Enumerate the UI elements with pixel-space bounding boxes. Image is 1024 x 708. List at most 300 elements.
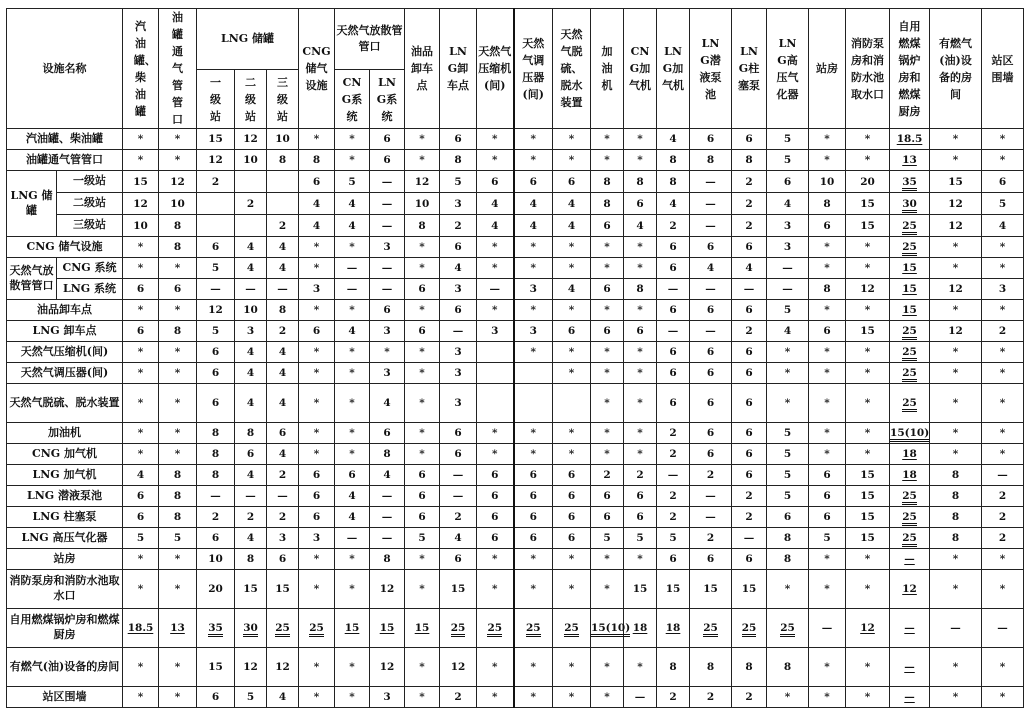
table-row (7, 171, 1024, 193)
table-cell: 3 (235, 321, 267, 342)
table-cell: * (159, 342, 197, 363)
table-cell: 6 (690, 423, 732, 444)
table-cell: * (846, 342, 890, 363)
table-cell: 18.5 (123, 609, 159, 648)
table-cell: 3 (440, 363, 477, 384)
table-cell: * (591, 570, 624, 609)
table-cell: 6 (405, 279, 440, 300)
row-label: 油罐通气管管口 (7, 150, 123, 171)
table-cell: * (123, 687, 159, 708)
table-cell: 8 (657, 150, 690, 171)
table-cell: * (846, 549, 890, 570)
table-cell: 6 (477, 486, 514, 507)
table-cell: 12 (159, 171, 197, 193)
table-cell: 6 (405, 507, 440, 528)
table-cell: 6 (657, 384, 690, 423)
table-cell: * (624, 258, 657, 279)
table-cell: * (477, 549, 514, 570)
table-cell: 2 (982, 507, 1024, 528)
table-cell: — (370, 193, 405, 215)
table-cell: — (370, 171, 405, 193)
table-cell: * (405, 444, 440, 465)
table-cell: 6 (370, 423, 405, 444)
table-cell: 12 (267, 648, 299, 687)
table-cell: * (299, 237, 335, 258)
table-cell: 6 (440, 423, 477, 444)
table-cell: * (335, 129, 370, 150)
table-cell: * (405, 129, 440, 150)
table-cell: 8 (657, 648, 690, 687)
table-cell: * (159, 549, 197, 570)
table-cell: * (846, 423, 890, 444)
table-cell: 4 (335, 486, 370, 507)
table-cell: * (982, 687, 1024, 708)
table-cell: 25 (440, 609, 477, 648)
table-cell: 8 (767, 528, 809, 549)
table-cell: 15 (890, 258, 930, 279)
table-cell: * (159, 648, 197, 687)
table-cell: 6 (123, 486, 159, 507)
table-cell: — (657, 279, 690, 300)
table-cell: 15 (405, 609, 440, 648)
table-cell: * (624, 150, 657, 171)
table-cell: 30 (890, 193, 930, 215)
table-cell: 6 (657, 258, 690, 279)
table-cell: * (982, 237, 1024, 258)
table-cell: 15 (846, 528, 890, 549)
table-cell: 8 (235, 423, 267, 444)
col-header: LNG潜液泵池 (690, 9, 732, 129)
table-cell: 6 (809, 321, 846, 342)
table-cell: * (591, 384, 624, 423)
table-cell: 6 (732, 423, 767, 444)
table-cell: 4 (477, 215, 514, 237)
table-cell: * (123, 384, 159, 423)
table-cell: 6 (440, 444, 477, 465)
table-cell: 25 (767, 609, 809, 648)
spacing-table (6, 8, 1024, 708)
row-label: CNG 储气设施 (7, 237, 123, 258)
table-cell: 25 (890, 384, 930, 423)
vent-group-header: 天然气放散管管口 (335, 9, 405, 70)
table-cell: 5 (405, 528, 440, 549)
table-cell: * (767, 342, 809, 363)
col-header: 油罐通气管管口 (159, 9, 197, 129)
table-cell: — (235, 279, 267, 300)
table-cell: 5 (767, 444, 809, 465)
table-cell: 2 (690, 465, 732, 486)
table-cell: 25 (890, 342, 930, 363)
table-cell: * (624, 444, 657, 465)
table-cell: * (405, 258, 440, 279)
table-cell: 25 (890, 215, 930, 237)
table-cell: 3 (767, 237, 809, 258)
table-cell: 2 (657, 687, 690, 708)
table-cell: 8 (732, 150, 767, 171)
table-cell: 8 (299, 150, 335, 171)
table-cell: 4 (267, 687, 299, 708)
table-cell: — (690, 321, 732, 342)
table-cell: 3 (370, 237, 405, 258)
table-cell: 6 (477, 528, 514, 549)
table-cell: * (591, 549, 624, 570)
table-cell: 2 (690, 528, 732, 549)
table-cell: 25 (267, 609, 299, 648)
table-cell: 10 (235, 150, 267, 171)
table-cell: * (477, 444, 514, 465)
table-cell: 6 (657, 342, 690, 363)
table-cell: 15 (624, 570, 657, 609)
table-cell: 18 (624, 609, 657, 648)
table-cell: * (123, 150, 159, 171)
row-group-label: 天然气放散管管口 (7, 258, 57, 300)
table-cell: * (930, 570, 982, 609)
table-cell: 25 (890, 507, 930, 528)
table-cell: — (732, 528, 767, 549)
table-cell: 6 (440, 300, 477, 321)
table-cell: 4 (235, 465, 267, 486)
table-cell: 10 (405, 193, 440, 215)
table-cell: 6 (657, 300, 690, 321)
table-cell: 15 (846, 321, 890, 342)
table-cell: 2 (732, 215, 767, 237)
table-cell: * (930, 648, 982, 687)
table-cell: 6 (514, 171, 553, 193)
table-cell: * (299, 363, 335, 384)
table-cell: * (159, 444, 197, 465)
table-cell: * (405, 549, 440, 570)
table-cell: * (159, 258, 197, 279)
table-cell: 2 (624, 465, 657, 486)
table-cell: * (477, 150, 514, 171)
col-header: 油品卸车点 (405, 9, 440, 129)
table-cell: 3 (370, 687, 405, 708)
table-cell: 6 (197, 528, 235, 549)
table-cell: 4 (553, 215, 591, 237)
table-cell: 4 (335, 507, 370, 528)
table-cell: — (440, 486, 477, 507)
table-cell: 15 (123, 171, 159, 193)
table-cell: — (890, 648, 930, 687)
table-cell: 5 (440, 171, 477, 193)
table-cell: * (299, 342, 335, 363)
table-cell: 12 (846, 609, 890, 648)
table-cell: 5 (624, 528, 657, 549)
table-cell: * (335, 384, 370, 423)
table-cell: * (846, 150, 890, 171)
table-cell: 15(10) (890, 423, 930, 444)
table-cell: * (123, 129, 159, 150)
table-cell: 5 (767, 300, 809, 321)
table-cell: * (624, 129, 657, 150)
table-cell: * (335, 423, 370, 444)
table-cell: 6 (553, 507, 591, 528)
table-cell: — (477, 279, 514, 300)
table-cell: 8 (197, 444, 235, 465)
table-cell: 3 (440, 193, 477, 215)
table-cell: 6 (299, 486, 335, 507)
table-cell: 15 (335, 609, 370, 648)
table-row (7, 384, 1024, 423)
table-cell: — (440, 465, 477, 486)
table-cell: — (690, 171, 732, 193)
table-cell: 6 (624, 321, 657, 342)
table-cell: 6 (123, 321, 159, 342)
table-cell: 15 (846, 507, 890, 528)
table-cell: * (809, 444, 846, 465)
col-header: LNG加气机 (657, 9, 690, 129)
table-row (7, 528, 1024, 549)
table-cell: 15(10) (591, 609, 624, 648)
table-cell: * (930, 423, 982, 444)
table-cell: * (299, 570, 335, 609)
table-cell: 8 (197, 465, 235, 486)
table-cell: 15 (370, 609, 405, 648)
table-cell: * (846, 687, 890, 708)
table-cell: * (591, 237, 624, 258)
table-cell: * (982, 648, 1024, 687)
table-cell: * (846, 237, 890, 258)
table-cell: * (159, 129, 197, 150)
table-cell: * (809, 549, 846, 570)
table-cell: * (982, 300, 1024, 321)
table-cell: 6 (767, 507, 809, 528)
table-cell: 4 (732, 258, 767, 279)
table-cell: 8 (159, 321, 197, 342)
table-cell: — (890, 609, 930, 648)
table-cell: 10 (123, 215, 159, 237)
table-cell: 12 (370, 570, 405, 609)
table-cell: * (335, 150, 370, 171)
table-cell: — (335, 528, 370, 549)
table-cell: 4 (299, 193, 335, 215)
table-cell: 4 (657, 193, 690, 215)
row-label: LNG 潜液泵池 (7, 486, 123, 507)
table-cell: 6 (405, 486, 440, 507)
table-cell (197, 193, 235, 215)
table-cell: * (553, 342, 591, 363)
table-row (7, 193, 1024, 215)
table-cell: * (299, 423, 335, 444)
table-cell: 2 (982, 321, 1024, 342)
table-cell: — (624, 687, 657, 708)
table-cell: — (767, 279, 809, 300)
table-cell: 25 (514, 609, 553, 648)
table-cell: 25 (890, 363, 930, 384)
table-cell: 3 (299, 279, 335, 300)
table-cell: 12 (370, 648, 405, 687)
table-cell: * (846, 384, 890, 423)
table-cell: 12 (440, 648, 477, 687)
table-cell: * (982, 444, 1024, 465)
table-cell: * (405, 300, 440, 321)
table-cell: * (591, 648, 624, 687)
table-cell: 6 (690, 300, 732, 321)
table-cell: * (477, 237, 514, 258)
table-cell: 4 (767, 193, 809, 215)
table-cell: 8 (159, 465, 197, 486)
table-cell: 6 (235, 444, 267, 465)
table-cell: 4 (235, 363, 267, 384)
table-cell: * (405, 384, 440, 423)
table-cell: * (123, 570, 159, 609)
table-cell: — (690, 215, 732, 237)
table-cell: 6 (591, 279, 624, 300)
table-cell: * (846, 300, 890, 321)
table-cell: * (299, 258, 335, 279)
table-cell: — (197, 486, 235, 507)
table-cell: — (370, 528, 405, 549)
table-cell: 8 (591, 193, 624, 215)
table-cell: 6 (690, 342, 732, 363)
table-cell: * (477, 258, 514, 279)
table-cell: 8 (930, 486, 982, 507)
table-cell: * (982, 258, 1024, 279)
table-cell: 5 (335, 171, 370, 193)
table-cell: 4 (235, 237, 267, 258)
table-cell: * (930, 342, 982, 363)
row-label: 一级站 (57, 171, 123, 193)
row-label: 天然气脱硫、脱水装置 (7, 384, 123, 423)
table-cell: * (809, 570, 846, 609)
table-cell: 3 (982, 279, 1024, 300)
table-cell: 5 (197, 258, 235, 279)
table-cell: 12 (197, 300, 235, 321)
table-cell: 6 (514, 528, 553, 549)
table-cell: 12 (235, 129, 267, 150)
table-cell: * (514, 129, 553, 150)
table-cell: 3 (370, 363, 405, 384)
table-cell: — (890, 687, 930, 708)
table-cell: * (982, 342, 1024, 363)
table-cell: * (591, 150, 624, 171)
table-cell: 2 (657, 507, 690, 528)
table-cell: * (624, 363, 657, 384)
table-cell: * (299, 648, 335, 687)
col-header: 站区围墙 (982, 9, 1024, 129)
table-cell: * (809, 363, 846, 384)
table-cell: — (370, 486, 405, 507)
table-cell: * (335, 648, 370, 687)
table-cell: 6 (732, 300, 767, 321)
table-cell: — (370, 279, 405, 300)
table-row (7, 129, 1024, 150)
table-cell: 2 (982, 486, 1024, 507)
table-cell: 6 (809, 215, 846, 237)
table-cell: * (624, 549, 657, 570)
table-cell: 4 (267, 384, 299, 423)
table-cell: 8 (690, 648, 732, 687)
table-cell: * (982, 129, 1024, 150)
table-cell: 6 (405, 321, 440, 342)
table-cell: 12 (197, 150, 235, 171)
table-cell: * (123, 423, 159, 444)
table-cell: * (591, 129, 624, 150)
table-cell: 10 (235, 300, 267, 321)
table-cell: * (159, 687, 197, 708)
table-cell: 25 (477, 609, 514, 648)
table-cell (235, 171, 267, 193)
col-header: 有燃气(油)设备的房间 (930, 9, 982, 129)
table-cell: * (123, 363, 159, 384)
table-cell: — (440, 321, 477, 342)
row-label: LNG 高压气化器 (7, 528, 123, 549)
table-cell: 12 (930, 279, 982, 300)
table-cell: 6 (197, 342, 235, 363)
table-cell: 13 (890, 150, 930, 171)
table-cell: — (370, 258, 405, 279)
table-cell: * (123, 258, 159, 279)
table-cell: * (477, 687, 514, 708)
table-cell: 12 (930, 215, 982, 237)
table-cell: 15 (846, 465, 890, 486)
table-cell: 6 (690, 363, 732, 384)
table-cell: 5 (767, 465, 809, 486)
col-header: CNG储气设施 (299, 9, 335, 129)
col-header: 消防泵房和消防水池取水口 (846, 9, 890, 129)
table-cell: 6 (657, 237, 690, 258)
table-cell: 20 (197, 570, 235, 609)
table-cell: 8 (159, 486, 197, 507)
table-cell: * (405, 150, 440, 171)
table-cell: 5 (767, 486, 809, 507)
table-cell: 2 (982, 528, 1024, 549)
table-cell: 2 (235, 507, 267, 528)
table-cell: 6 (732, 444, 767, 465)
table-cell: — (235, 486, 267, 507)
table-cell: 25 (890, 486, 930, 507)
table-cell: 8 (197, 423, 235, 444)
table-cell: 4 (267, 258, 299, 279)
table-cell: * (809, 237, 846, 258)
table-cell: 6 (299, 465, 335, 486)
table-cell: * (982, 549, 1024, 570)
table-cell: 8 (624, 279, 657, 300)
table-cell: 3 (370, 321, 405, 342)
table-cell: — (690, 279, 732, 300)
table-cell: * (514, 423, 553, 444)
table-cell: 2 (690, 687, 732, 708)
table-cell: * (624, 342, 657, 363)
table-cell: 6 (657, 363, 690, 384)
table-cell: 2 (197, 507, 235, 528)
table-cell: * (809, 342, 846, 363)
table-cell: 6 (553, 321, 591, 342)
table-cell: 8 (159, 237, 197, 258)
table-cell: * (123, 300, 159, 321)
table-cell: 4 (553, 193, 591, 215)
table-cell: * (591, 300, 624, 321)
row-group-label: LNG 储罐 (7, 171, 57, 237)
lng-tank-group-header: LNG 储罐 (197, 9, 299, 70)
table-cell: 5 (159, 528, 197, 549)
table-cell: — (982, 465, 1024, 486)
table-cell: — (657, 321, 690, 342)
table-cell: 4 (335, 215, 370, 237)
table-cell: 2 (732, 193, 767, 215)
table-cell: * (553, 687, 591, 708)
table-cell: * (846, 258, 890, 279)
table-cell: * (159, 384, 197, 423)
table-cell: 4 (370, 465, 405, 486)
table-cell: 25 (553, 609, 591, 648)
table-cell: * (553, 570, 591, 609)
table-cell: 2 (440, 215, 477, 237)
row-label: LNG 卸车点 (7, 321, 123, 342)
col-header: 天然气脱硫、脱水装置 (553, 9, 591, 129)
table-cell: 15 (846, 215, 890, 237)
table-cell: 15 (235, 570, 267, 609)
